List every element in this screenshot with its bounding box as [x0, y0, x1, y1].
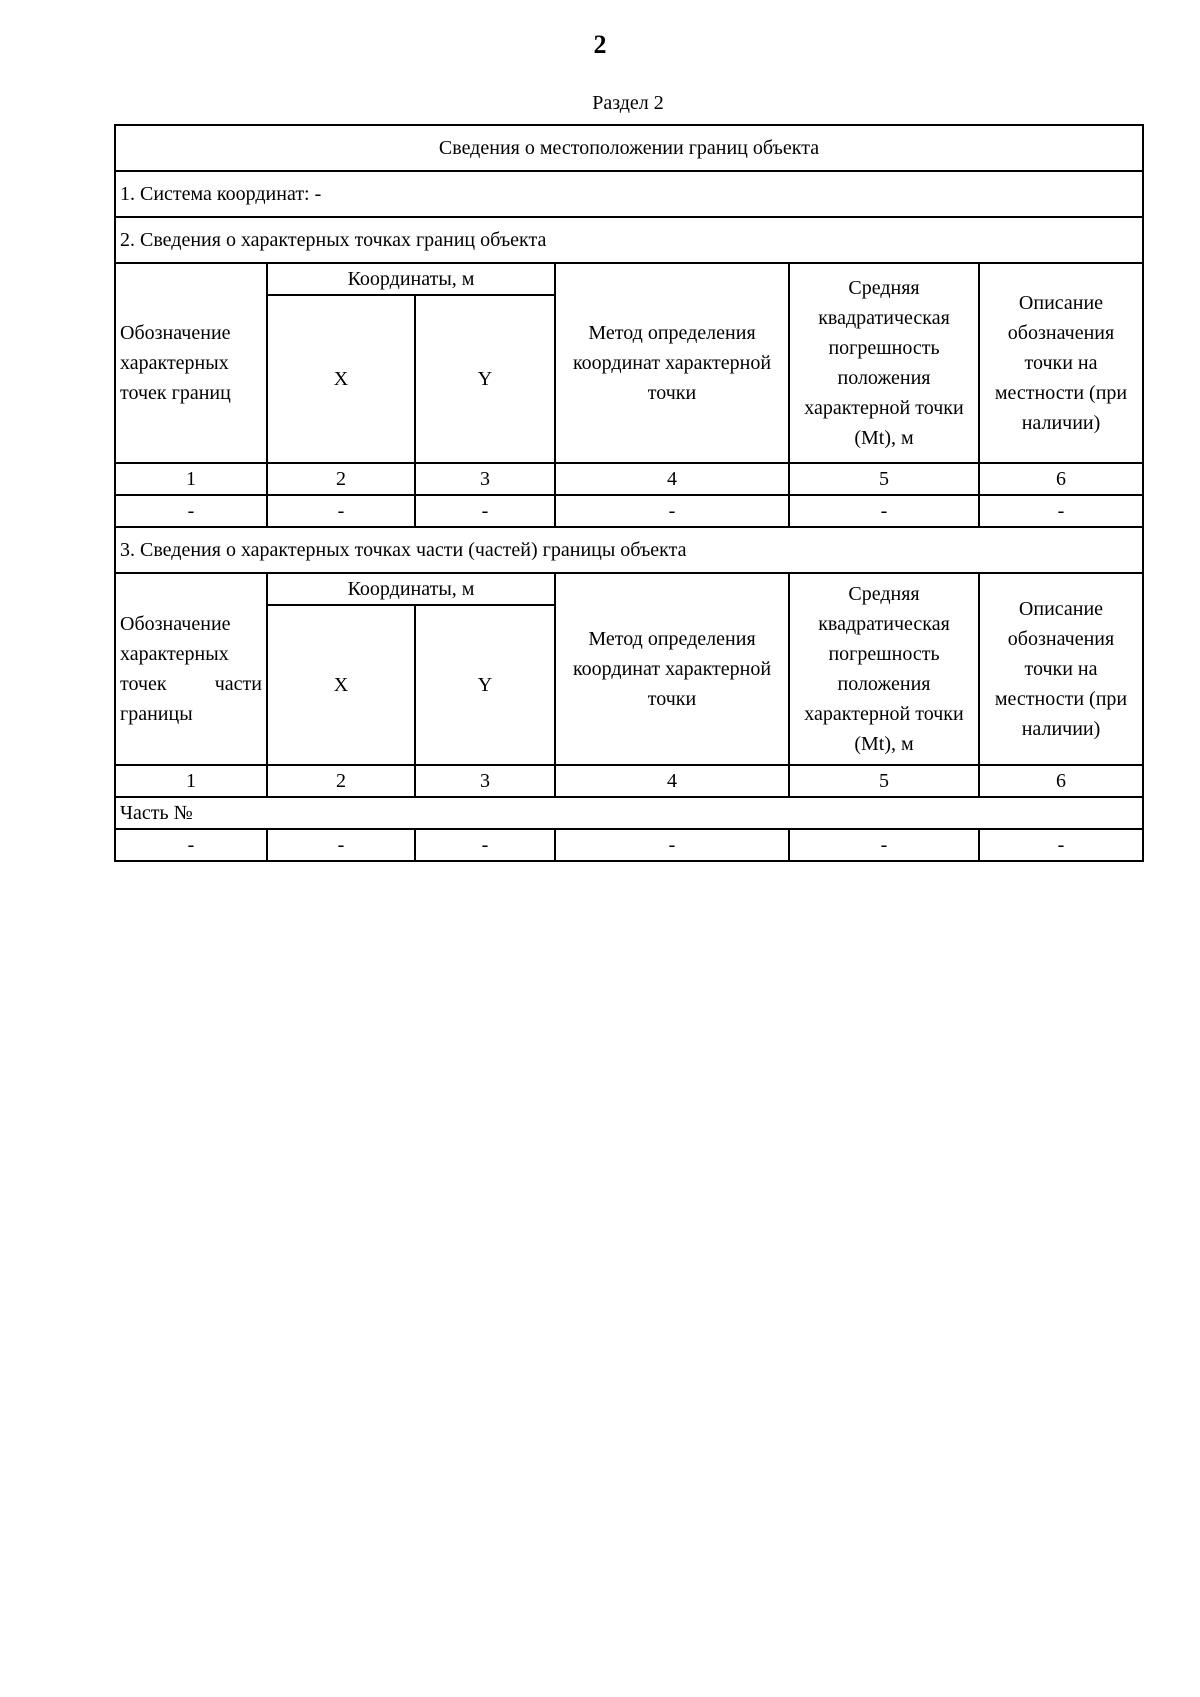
- part1-num-6: 6: [979, 463, 1143, 495]
- part1-col-method: Метод определения координат характерной точки: [555, 263, 789, 463]
- part2-heading-row: [115, 527, 1143, 573]
- part2-part-label-row: [115, 797, 1143, 829]
- boundary-table: [114, 124, 1144, 862]
- part2-heading: 3. Сведения о характерных точках части (частей) границы объекта: [115, 527, 1143, 573]
- part2-num-2: 2: [267, 765, 415, 797]
- part1-num-3: 3: [415, 463, 555, 495]
- part2-col-coords: Координаты, м: [267, 573, 555, 605]
- part2-col-x: X: [267, 605, 415, 765]
- part2-data-row: [115, 829, 1143, 861]
- part1-heading: 2. Сведения о характерных точках границ объекта: [115, 217, 1143, 263]
- part2-cell-1: -: [115, 829, 267, 861]
- part1-col-x: X: [267, 295, 415, 463]
- section-label: Раздел 2: [592, 92, 664, 114]
- part2-num-5: 5: [789, 765, 979, 797]
- coord-system: 1. Система координат: -: [115, 171, 1143, 217]
- part1-col-designation: Обозначение характерных точек границ: [115, 263, 267, 463]
- part2-header-row: [115, 573, 1143, 605]
- coord-system-row: [115, 171, 1143, 217]
- part1-cell-5: -: [789, 495, 979, 527]
- part2-cell-5: -: [789, 829, 979, 861]
- part1-col-error: Средняя квадратическая погрешность положения характерной точки (Mt), м: [789, 263, 979, 463]
- part2-col-method: Метод определения координат характерной точки: [555, 573, 789, 765]
- part1-num-2: 2: [267, 463, 415, 495]
- table-title-row: [115, 125, 1143, 171]
- part2-num-1: 1: [115, 765, 267, 797]
- part1-num-1: 1: [115, 463, 267, 495]
- part1-col-description: Описание обозначения точки на местности (при наличии): [979, 263, 1143, 463]
- part2-col-y: Y: [415, 605, 555, 765]
- part2-part-label: Часть №: [115, 797, 1143, 829]
- part2-cell-6: -: [979, 829, 1143, 861]
- part1-data-row: [115, 495, 1143, 527]
- part2-cell-2: -: [267, 829, 415, 861]
- table-title: Сведения о местоположении границ объекта: [115, 125, 1143, 171]
- part1-col-y: Y: [415, 295, 555, 463]
- part1-col-coords: Координаты, м: [267, 263, 555, 295]
- part2-col-designation: Обозначение характерных точек части границы: [115, 573, 267, 765]
- part1-cell-1: -: [115, 495, 267, 527]
- part1-header-row: [115, 263, 1143, 295]
- part2-num-4: 4: [555, 765, 789, 797]
- part1-cell-4: -: [555, 495, 789, 527]
- part1-cell-3: -: [415, 495, 555, 527]
- part1-num-5: 5: [789, 463, 979, 495]
- page-number: 2: [593, 30, 607, 59]
- part2-cell-3: -: [415, 829, 555, 861]
- part1-num-4: 4: [555, 463, 789, 495]
- part1-heading-row: [115, 217, 1143, 263]
- part2-num-6: 6: [979, 765, 1143, 797]
- part2-cell-4: -: [555, 829, 789, 861]
- part1-numbers-row: [115, 463, 1143, 495]
- part2-col-error: Средняя квадратическая погрешность положения характерной точки (Mt), м: [789, 573, 979, 765]
- part1-cell-6: -: [979, 495, 1143, 527]
- part1-cell-2: -: [267, 495, 415, 527]
- part2-col-description: Описание обозначения точки на местности (при наличии): [979, 573, 1143, 765]
- part2-num-3: 3: [415, 765, 555, 797]
- part2-numbers-row: [115, 765, 1143, 797]
